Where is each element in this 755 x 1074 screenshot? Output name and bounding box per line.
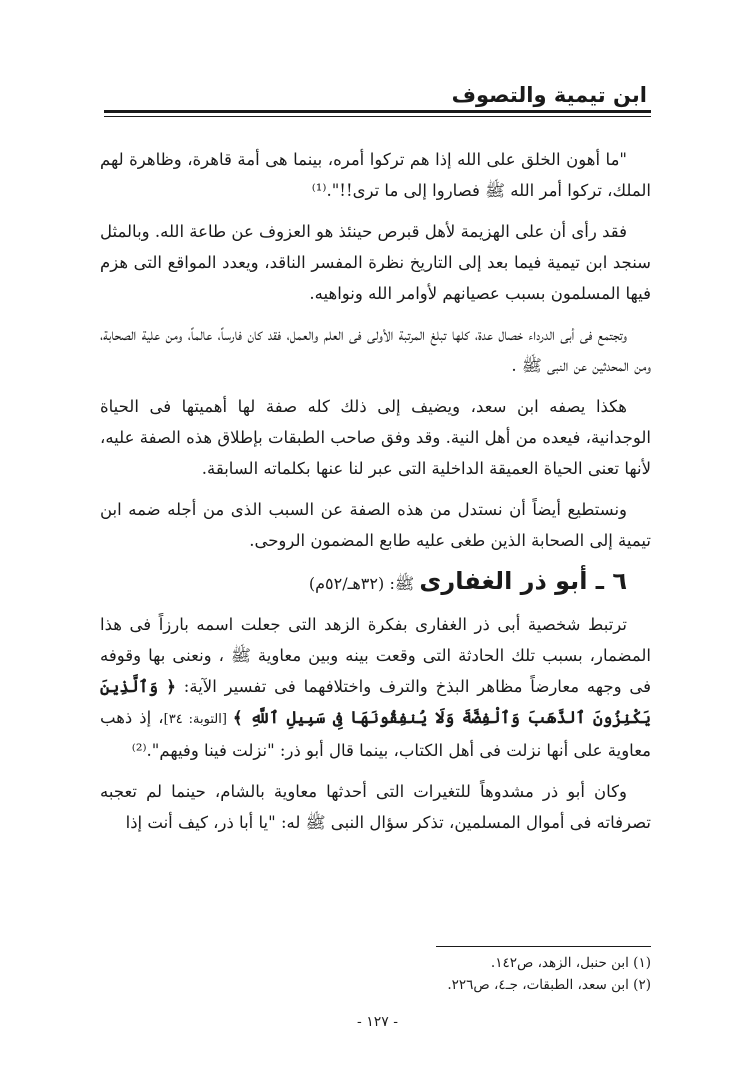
footnote-2: (٢) ابن سعد، الطبقات، جـ٤، ص٢٢٦. [447, 977, 651, 993]
section-heading [100, 566, 651, 599]
paragraph-inference: ونستطيع أيضاً أن نستدل من هذه الصفة عن السبب الذى من أجله ضمه ابن تيمية إلى الصحابة الذين طغى عليه طابع المضمون الروحى. [100, 500, 651, 550]
paragraph-text: ، إذ ذهب معاوية على أنها نزلت فى أهل الكتاب، بينما قال أبو ذر: "نزلت فينا وفيهم".⁽²⁾ [100, 708, 651, 760]
footnote-1: (١) ابن حنبل، الزهد، ص١٤٢. [490, 955, 651, 971]
header-rule-thick [104, 110, 651, 113]
footnote-rule [436, 946, 651, 947]
verse-reference: [التوبة: ٣٤] [163, 712, 233, 727]
header-rule-thin [104, 116, 651, 117]
footnotes [104, 952, 651, 996]
section-title: ٦ ـ أبو ذر الغفارى [419, 567, 627, 595]
section-honorific: ﷺ: [389, 574, 415, 593]
paragraph-defeat: فقد رأى أن على الهزيمة لأهل قبرص حينئذ هو العزوف عن طاعة الله. وبالمثل سنجد ابن تيمية فيما بعد إلى التاريخ نظرة المفسر الناقد، ويعدد المواقع التى هزم فيها المسلمون بسبب عصيانهم لأوامر الله ونواهيه. [100, 222, 651, 303]
running-header-title: ابن تيمية والتصوف [451, 83, 647, 107]
paragraph-abu-dhar-2: وكان أبو ذر مشدوهاً للتغيرات التى أحدثها معاوية بالشام، حينما لم تعجبه تصرفاته فى أموال المسلمين، تذكر سؤال النبى ﷺ له: "يا أبا ذر، كيف أنت إذا [100, 782, 651, 832]
paragraph-text: ترتبط شخصية أبى ذر الغفارى بفكرة الزهد التى جعلت اسمه بارزاً فى هذا المضمار، بسبب تلك الحادثة التى وقعت بينه وبين معاوية ﷺ ، ونعنى بها وقوفه فى وجهه معارضاً مظاهر البذخ والترف واختلافهما فى تفسير الآية: [100, 615, 651, 696]
page-number: - ١٢٧ - [357, 1014, 398, 1030]
paragraph-quote: "ما أهون الخلق على الله إذا هم تركوا أمره، بينما هى أمة قاهرة، وظاهرة لهم الملك، تركوا أمر الله ﷺ فصاروا إلى ما ترى!!".⁽¹⁾ [100, 150, 651, 200]
section-dates: (٣٢هـ/٥٢م) [308, 574, 385, 593]
body-text [100, 144, 651, 848]
paragraph-ibn-saad: هكذا يصفه ابن سعد، ويضيف إلى ذلك كله صفة لها أهميتها فى الحياة الوجدانية، فيعده من أهل النية. وقد وفق صاحب الطبقات بإطلاق هذه الصفة عليه، لأنها تعنى الحياة العميقة الداخلية التى عبر لنا عنها بكلماته السابقة. [100, 397, 651, 478]
paragraph-abu-dhar-1 [100, 609, 651, 766]
paragraph-abu-darda: وتجتمع فى أبى الدرداء خصال عدة، كلها تبلغ المرتبة الأولى فى العلم والعمل، فقد كان فارساً، عالماً، ومن علية الصحابة، ومن المحدثين عن النبى ﷺ . [100, 325, 651, 375]
quran-verse: ﴿ وَٱلَّذِينَ يَكْنِزُونَ ٱلذَّهَبَ وَٱلْفِضَّةَ وَلَا يُنفِقُونَهَا فِى سَبِيلِ ٱللَّهِ ﴾ [100, 677, 652, 727]
